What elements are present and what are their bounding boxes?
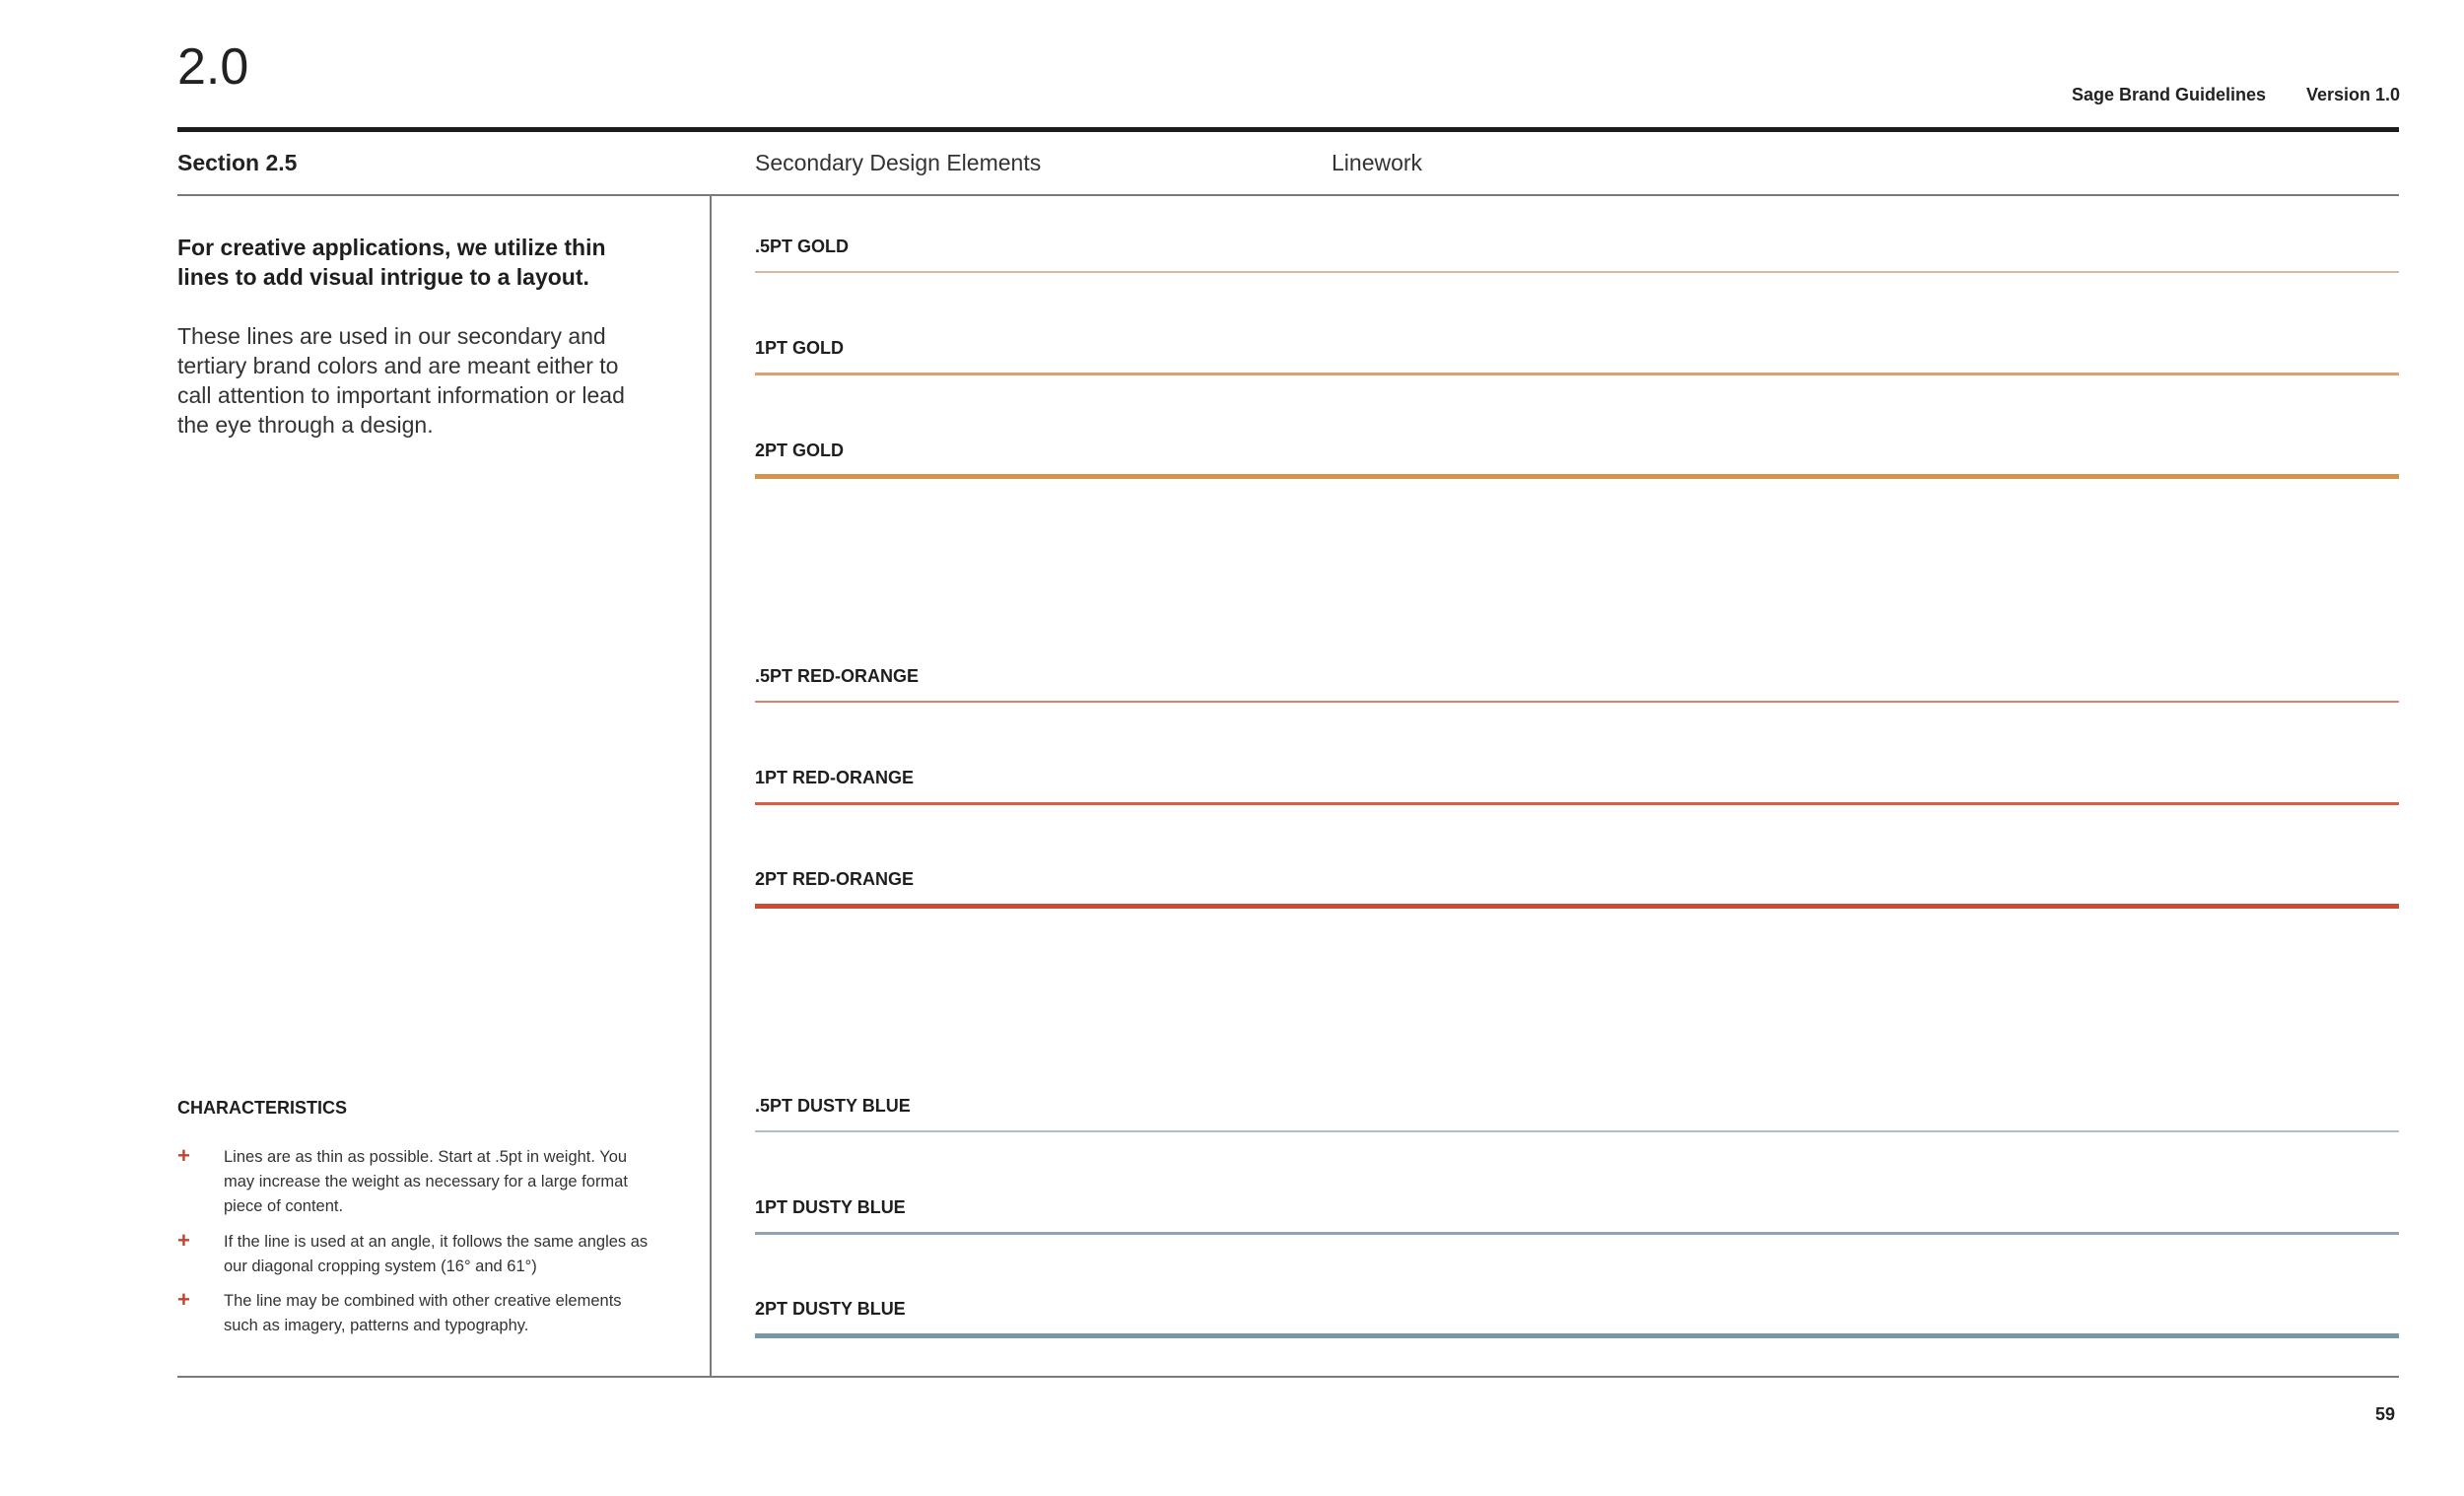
characteristic-text: If the line is used at an angle, it follows the same angles as our diagonal cropping system (16° and 61°) <box>224 1233 649 1275</box>
plus-icon: + <box>177 1228 190 1253</box>
section-title: Secondary Design Elements <box>755 150 1042 175</box>
plus-icon: + <box>177 1287 190 1312</box>
page-number: 59 <box>2375 1404 2396 1424</box>
plus-icon: + <box>177 1143 190 1168</box>
intro-headline: For creative applications, we utilize thin lines to add visual intrigue to a layout. <box>177 235 606 290</box>
characteristic-text: The line may be combined with other creative elements such as imagery, patterns and typography. <box>224 1292 622 1334</box>
line-label-05pt-red-orange: .5PT RED-ORANGE <box>755 666 920 686</box>
characteristic-text: Lines are as thin as possible. Start at .5pt in weight. You may increase the weight as necessary for a large format piece of content. <box>224 1148 628 1215</box>
line-sample-2pt-dusty-blue <box>755 1333 2399 1338</box>
characteristics-title: CHARACTERISTICS <box>177 1098 348 1118</box>
line-label-2pt-gold: 2PT GOLD <box>755 441 845 460</box>
column-divider <box>710 195 712 1377</box>
line-sample-05pt-dusty-blue <box>755 1130 2399 1132</box>
intro-body: These lines are used in our secondary and tertiary brand colors and are meant either to call attention to important information or lead the eye through a design. <box>177 323 625 438</box>
line-label-2pt-dusty-blue: 2PT DUSTY BLUE <box>755 1299 906 1319</box>
line-sample-1pt-red-orange <box>755 802 2399 805</box>
brand-name: Sage Brand Guidelines <box>2072 85 2267 104</box>
line-sample-1pt-gold <box>755 373 2399 375</box>
line-label-1pt-gold: 1PT GOLD <box>755 338 845 358</box>
line-label-2pt-red-orange: 2PT RED-ORANGE <box>755 869 915 889</box>
line-label-1pt-red-orange: 1PT RED-ORANGE <box>755 768 915 787</box>
line-label-05pt-dusty-blue: .5PT DUSTY BLUE <box>755 1096 911 1116</box>
footer-rule <box>177 1376 2399 1378</box>
header-rule <box>177 127 2399 132</box>
line-label-1pt-dusty-blue: 1PT DUSTY BLUE <box>755 1197 906 1217</box>
line-sample-05pt-red-orange <box>755 701 2399 703</box>
section-rule <box>177 194 2399 196</box>
line-sample-2pt-red-orange <box>755 904 2399 909</box>
document-version: Version 1.0 <box>2306 85 2401 104</box>
line-sample-05pt-gold <box>755 271 2399 273</box>
line-sample-2pt-gold <box>755 474 2399 479</box>
chapter-number: 2.0 <box>177 38 249 96</box>
line-label-05pt-gold: .5PT GOLD <box>755 237 850 256</box>
section-topic: Linework <box>1332 150 1423 175</box>
line-sample-1pt-dusty-blue <box>755 1232 2399 1235</box>
section-label: Section 2.5 <box>177 150 298 175</box>
